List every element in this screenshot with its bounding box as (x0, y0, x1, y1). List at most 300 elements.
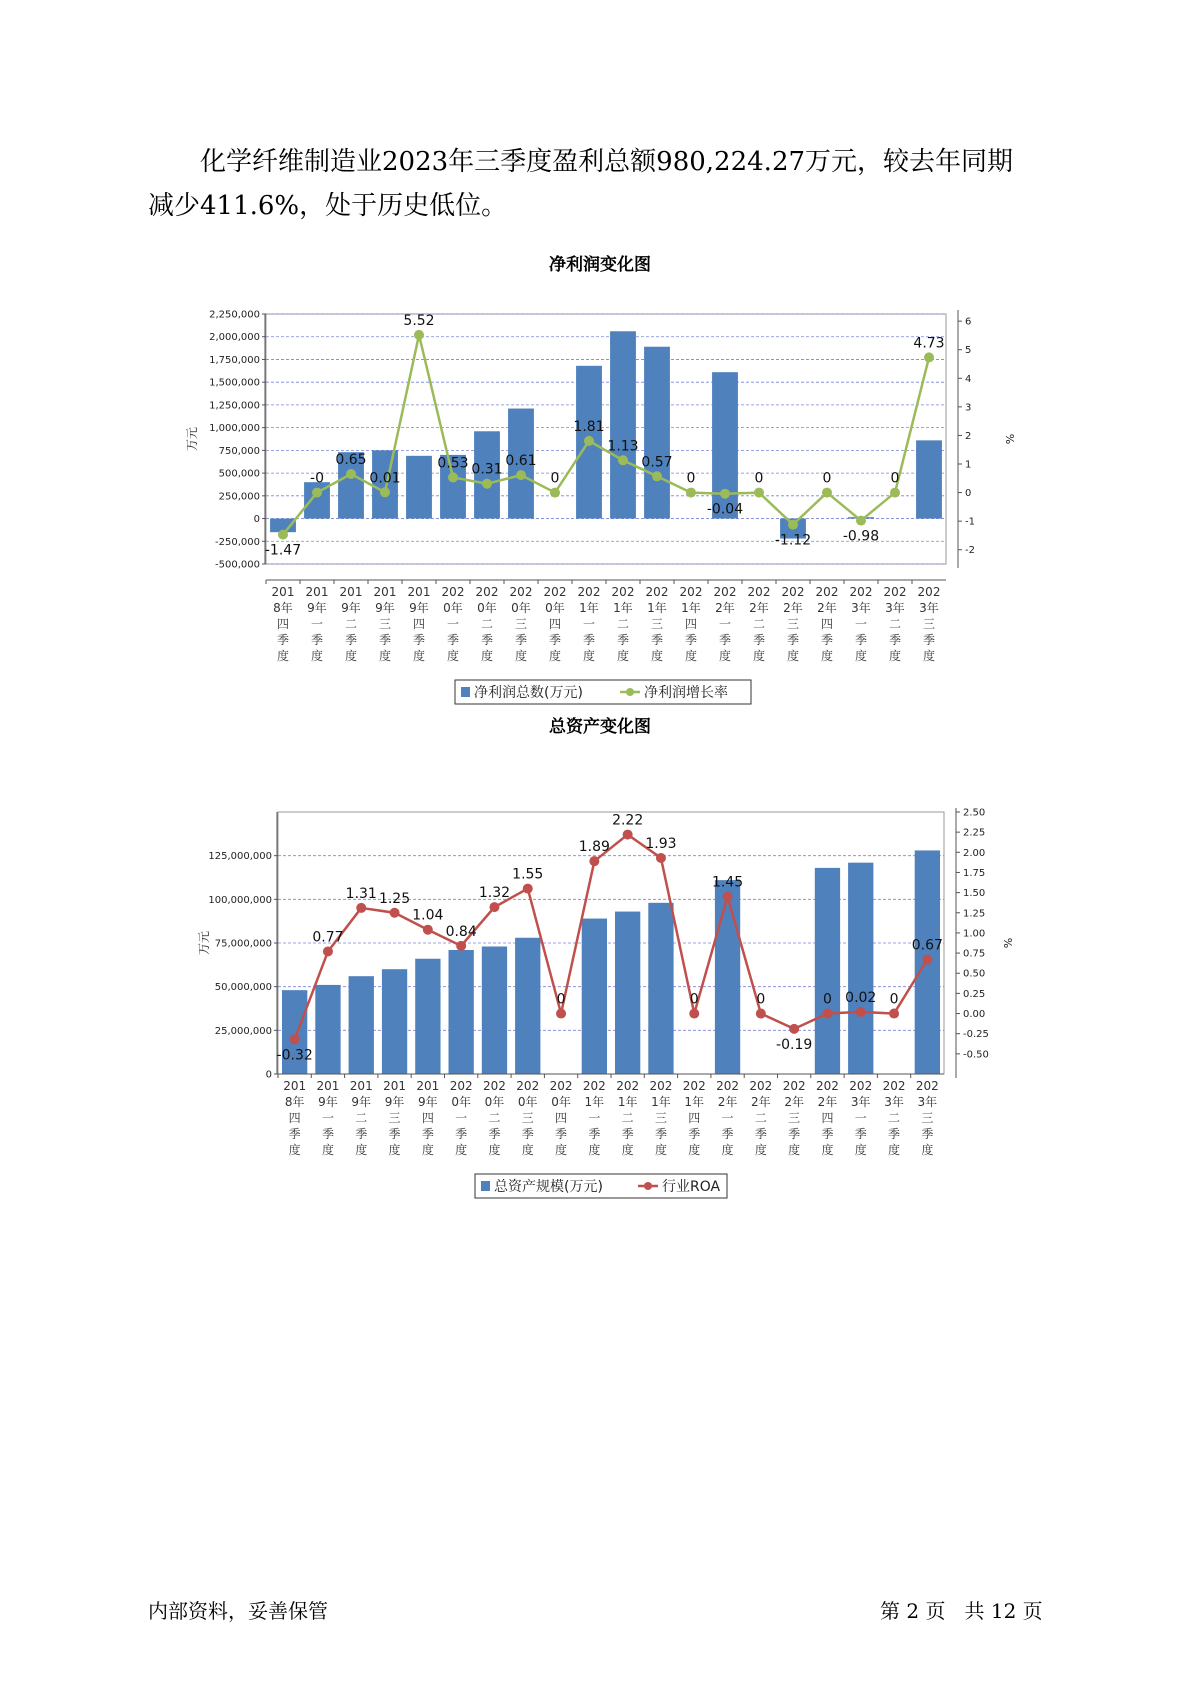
legend-bar-label: 总资产规模(万元) (494, 1179, 603, 1195)
data-label: 0 (550, 470, 560, 487)
x-axis-tick-label: 度 (310, 649, 324, 663)
data-label: 0 (889, 991, 899, 1008)
right-axis-tick-label: 0 (965, 488, 972, 500)
left-axis-title: 万元 (197, 930, 211, 956)
x-axis-tick-label: 季 (310, 633, 324, 647)
paragraph-line-1: 化学纤维制造业2023年三季度盈利总额980,224.27万元，较去年同期 (200, 147, 1014, 177)
x-axis-tick-label: 度 (888, 649, 902, 663)
bar (916, 440, 942, 518)
x-axis-tick-label: 202 (713, 585, 737, 599)
x-axis-tick-label: 2年 (751, 1095, 771, 1109)
x-axis-tick-label: 9年 (375, 601, 395, 615)
x-axis-tick-label: 季 (752, 633, 766, 647)
data-label: 1.31 (345, 885, 377, 902)
x-axis-tick-label: 202 (815, 1079, 839, 1093)
line-point (789, 1024, 799, 1034)
x-axis-tick-label: 度 (621, 1143, 634, 1157)
x-axis-tick-label: 季 (480, 633, 494, 647)
data-label: 0 (822, 991, 832, 1008)
bar (448, 950, 473, 1074)
x-axis-tick-label: 度 (820, 649, 834, 663)
data-label: 5.52 (403, 312, 435, 329)
left-axis-tick-label: 500,000 (218, 468, 260, 480)
plot-area (266, 314, 946, 564)
x-axis-tick-label: 202 (781, 585, 805, 599)
x-axis-tick-label: 202 (682, 1079, 706, 1093)
x-axis-tick-label: 度 (788, 1143, 801, 1157)
x-axis-tick-label: 9年 (384, 1095, 405, 1109)
x-axis-tick-label: 一 (854, 617, 868, 631)
summary-paragraph (148, 140, 1048, 228)
right-axis-title: % (1001, 937, 1014, 949)
x-axis-tick-label: 度 (514, 649, 528, 663)
bar (406, 456, 432, 519)
x-axis-tick-label: 二 (480, 617, 494, 631)
x-axis-tick-label: 度 (446, 649, 460, 663)
left-axis-tick-label: 0 (253, 514, 260, 526)
x-axis-tick-label: 季 (421, 1127, 434, 1141)
data-label: 0 (822, 470, 832, 487)
x-axis-tick-label: 四 (688, 1111, 701, 1125)
bar (415, 959, 440, 1074)
data-label: 0.67 (911, 937, 943, 954)
data-label: 2.22 (612, 812, 644, 829)
data-label: 0.61 (505, 453, 537, 470)
data-label: 4.73 (913, 335, 945, 352)
line-point (686, 488, 696, 498)
x-axis-tick-label: 季 (721, 1127, 734, 1141)
right-axis-tick-label: 1 (965, 459, 972, 471)
x-axis-tick-label: 一 (446, 617, 460, 631)
data-label: 0 (754, 470, 764, 487)
x-axis-tick-label: 四 (412, 617, 426, 631)
x-axis-tick-label: 季 (786, 633, 800, 647)
x-axis-tick-label: 季 (521, 1127, 534, 1141)
x-axis-tick-label: 202 (883, 585, 907, 599)
x-axis-tick-label: 度 (754, 1143, 767, 1157)
x-axis-tick-label: 202 (917, 585, 941, 599)
x-axis-tick-label: 度 (521, 1143, 534, 1157)
x-axis-tick-label: 3年 (850, 1095, 871, 1109)
x-axis-tick-label: 3年 (884, 1095, 904, 1109)
line-point (720, 489, 730, 499)
x-axis-tick-label: 2年 (783, 601, 803, 615)
x-axis-tick-label: 度 (752, 649, 766, 663)
x-axis-tick-label: 0年 (551, 1095, 571, 1109)
x-axis-tick-label: 二 (355, 1111, 368, 1125)
bar (315, 985, 340, 1074)
paragraph-line-2: 减少411.6%，处于历史低位。 (148, 191, 508, 221)
x-axis-tick-label: 度 (888, 1143, 901, 1157)
data-label: 1.04 (412, 907, 444, 924)
x-axis-tick-label: 二 (754, 1111, 767, 1125)
x-axis-tick-label: 度 (555, 1143, 568, 1157)
legend-line-marker (644, 1182, 652, 1190)
x-axis-tick-label: 202 (815, 585, 839, 599)
legend-line-label: 净利润增长率 (644, 685, 728, 701)
x-axis-tick-label: 201 (305, 585, 329, 599)
x-axis-tick-label: 202 (611, 585, 635, 599)
right-axis-tick-label: -2 (965, 545, 975, 557)
x-axis-tick-label: 二 (616, 617, 630, 631)
x-axis-tick-label: 0年 (511, 601, 531, 615)
x-axis-tick-label: 度 (854, 1143, 867, 1157)
footer-page-number: 第 2 页 共 12 页 (880, 1599, 1043, 1623)
x-axis-tick-label: 季 (650, 633, 664, 647)
x-axis-tick-label: 202 (716, 1079, 740, 1093)
data-label: -1.47 (264, 542, 302, 559)
x-axis-tick-label: 202 (616, 1079, 640, 1093)
line-point (652, 471, 662, 481)
x-axis-tick-label: 201 (339, 585, 363, 599)
x-axis-tick-label: 202 (582, 1079, 606, 1093)
x-axis-tick-label: 3年 (885, 601, 905, 615)
line-point (723, 892, 733, 902)
x-axis-tick-label: 2年 (715, 601, 735, 615)
right-axis-tick-label: -0.25 (963, 1029, 989, 1041)
data-label: 0.84 (445, 923, 477, 940)
line-point (922, 955, 932, 965)
right-axis-tick-label: 0.50 (963, 968, 986, 980)
x-axis-tick-label: 202 (679, 585, 703, 599)
x-axis-tick-label: 季 (548, 633, 562, 647)
left-axis-tick-label: 1,000,000 (209, 423, 260, 435)
x-axis-tick-label: 度 (718, 649, 732, 663)
x-axis-tick-label: 1年 (647, 601, 667, 615)
bar (515, 938, 540, 1074)
total-assets-chart (0, 740, 1191, 1195)
right-axis-tick-label: 0.00 (963, 1009, 986, 1021)
x-axis-tick-label: 三 (921, 1111, 934, 1125)
data-label: 1.89 (578, 839, 610, 856)
bar (848, 863, 873, 1074)
x-axis-tick-label: 1年 (684, 1095, 705, 1109)
line-point (890, 488, 900, 498)
right-axis-tick-label: 0.25 (963, 988, 986, 1000)
x-axis-tick-label: 度 (582, 649, 596, 663)
left-axis-tick-label: 750,000 (218, 445, 260, 457)
legend-bar-swatch (481, 1181, 490, 1191)
x-axis-tick-label: 度 (616, 649, 630, 663)
data-label: 1.55 (512, 866, 544, 883)
line-point (618, 455, 628, 465)
left-axis-tick-label: 75,000,000 (214, 938, 272, 950)
x-axis-tick-label: 度 (922, 649, 936, 663)
x-axis-tick-label: 度 (344, 649, 358, 663)
x-axis-tick-label: 0年 (517, 1095, 538, 1109)
x-axis-tick-label: 四 (821, 1111, 834, 1125)
x-axis-tick-label: 三 (654, 1111, 667, 1125)
left-axis-tick-label: 2,000,000 (209, 332, 260, 344)
line-point (323, 946, 333, 956)
x-axis-tick-label: 三 (514, 617, 528, 631)
left-axis-tick-label: 1,750,000 (209, 354, 260, 366)
x-axis-tick-label: 三 (788, 1111, 801, 1125)
x-axis-tick-label: 季 (854, 1127, 867, 1141)
x-axis-tick-label: 二 (621, 1111, 634, 1125)
right-axis-tick-label: 2.50 (963, 807, 986, 819)
x-axis-tick-label: 季 (921, 1127, 934, 1141)
x-axis-tick-label: 9年 (318, 1095, 338, 1109)
x-axis-tick-label: 201 (373, 585, 397, 599)
legend-line-marker (626, 688, 634, 696)
x-axis-tick-label: 四 (555, 1111, 568, 1125)
x-axis-tick-label: 202 (915, 1079, 939, 1093)
x-axis-tick-label: 季 (788, 1127, 801, 1141)
right-axis-tick-label: 1.00 (963, 928, 986, 940)
x-axis-tick-label: 0年 (443, 601, 463, 615)
line-point (523, 884, 533, 894)
x-axis-tick-label: 一 (588, 1111, 601, 1125)
x-axis-tick-label: 三 (388, 1111, 401, 1125)
x-axis-tick-label: 9年 (341, 601, 361, 615)
x-axis-tick-label: 0年 (545, 601, 565, 615)
x-axis-tick-label: 季 (455, 1127, 468, 1141)
x-axis-tick-label: 202 (849, 1079, 873, 1093)
data-label: 0.01 (369, 470, 401, 487)
x-axis-tick-label: 季 (821, 1127, 834, 1141)
right-axis-tick-label: 1.25 (963, 908, 986, 920)
line-point (556, 1009, 566, 1019)
x-axis-tick-label: 1年 (613, 601, 633, 615)
x-axis-tick-label: 季 (684, 633, 698, 647)
x-axis-tick-label: 季 (888, 633, 902, 647)
x-axis-tick-label: 三 (922, 617, 936, 631)
x-axis-tick-label: 度 (355, 1143, 368, 1157)
right-axis-tick-label: 2.00 (963, 847, 986, 859)
line-point (889, 1009, 899, 1019)
x-axis-tick-label: 季 (654, 1127, 667, 1141)
x-axis-tick-label: 季 (688, 1127, 701, 1141)
bar (815, 868, 840, 1074)
x-axis-tick-label: 二 (488, 1111, 501, 1125)
data-label: 0 (756, 991, 766, 1008)
line-point (756, 1009, 766, 1019)
x-axis-tick-label: 202 (849, 585, 873, 599)
chart2-title: 总资产变化图 (549, 717, 651, 737)
x-axis-tick-label: 202 (543, 585, 567, 599)
x-axis-tick-label: 季 (355, 1127, 368, 1141)
x-axis-tick-label: 0年 (477, 601, 497, 615)
bar (715, 880, 740, 1074)
legend-bar-swatch (461, 687, 470, 697)
x-axis-tick-label: 202 (649, 1079, 673, 1093)
data-label: 1.45 (711, 874, 744, 891)
x-axis-tick-label: 二 (752, 617, 766, 631)
legend-bar-label: 净利润总数(万元) (474, 685, 583, 701)
x-axis-tick-label: 度 (684, 649, 698, 663)
x-axis-tick-label: 一 (582, 617, 596, 631)
x-axis-tick-label: 度 (388, 1143, 401, 1157)
x-axis-tick-label: 201 (407, 585, 431, 599)
x-axis-tick-label: 201 (316, 1079, 340, 1093)
x-axis-tick-label: 202 (441, 585, 465, 599)
bar (349, 976, 374, 1074)
x-axis-tick-label: 季 (488, 1127, 501, 1141)
x-axis-tick-label: 季 (588, 1127, 601, 1141)
x-axis-tick-label: 四 (684, 617, 698, 631)
data-label: 0.57 (641, 454, 673, 471)
line-point (482, 479, 492, 489)
line-point (856, 516, 866, 526)
x-axis-tick-label: 季 (321, 1127, 334, 1141)
data-label: 1.13 (607, 438, 639, 455)
x-axis-tick-label: 一 (854, 1111, 867, 1125)
x-axis-tick-label: 202 (645, 585, 669, 599)
line-point (489, 902, 499, 912)
line-point (822, 488, 832, 498)
line-point (380, 487, 390, 497)
x-axis-tick-label: 9年 (307, 601, 327, 615)
right-axis-tick-label: 4 (965, 373, 972, 385)
left-axis-tick-label: 100,000,000 (208, 894, 272, 906)
left-axis-tick-label: 250,000 (218, 491, 260, 503)
x-axis-tick-label: 9年 (409, 601, 429, 615)
x-axis-tick-label: 季 (288, 1127, 301, 1141)
x-axis-tick-label: 201 (271, 585, 295, 599)
line-point (290, 1034, 300, 1044)
x-axis-tick-label: 四 (421, 1111, 434, 1125)
x-axis-tick-label: 季 (388, 1127, 401, 1141)
right-axis-tick-label: 5 (965, 345, 972, 357)
line-point (356, 903, 366, 913)
x-axis-tick-label: 度 (288, 1143, 301, 1157)
x-axis-tick-label: 度 (480, 649, 494, 663)
x-axis-tick-label: 202 (782, 1079, 806, 1093)
x-axis-tick-label: 0年 (451, 1095, 471, 1109)
line-point (589, 856, 599, 866)
x-axis-tick-label: 1年 (579, 601, 599, 615)
x-axis-tick-label: 季 (412, 633, 426, 647)
x-axis-tick-label: 2年 (717, 1095, 738, 1109)
data-label: 0.53 (437, 455, 469, 472)
x-axis-tick-label: 一 (310, 617, 324, 631)
x-axis-tick-label: 201 (283, 1079, 307, 1093)
x-axis-tick-label: 四 (276, 617, 290, 631)
bar (648, 903, 673, 1074)
data-label: 0.02 (845, 989, 877, 1006)
x-axis-tick-label: 202 (549, 1079, 573, 1093)
bar (382, 969, 407, 1074)
data-label: 0.77 (312, 929, 344, 946)
line-point (423, 925, 433, 935)
line-point (584, 436, 594, 446)
x-axis-tick-label: 202 (749, 1079, 773, 1093)
x-axis-tick-label: 202 (449, 1079, 473, 1093)
x-axis-tick-label: 度 (786, 649, 800, 663)
x-axis-tick-label: 8年 (273, 601, 293, 615)
x-axis-tick-label: 季 (922, 633, 936, 647)
data-label: -0.98 (842, 528, 880, 545)
x-axis-tick-label: 二 (344, 617, 358, 631)
x-axis-tick-label: 一 (718, 617, 732, 631)
right-axis-tick-label: 3 (965, 402, 972, 414)
data-label: 0.31 (471, 461, 503, 478)
x-axis-tick-label: 季 (514, 633, 528, 647)
x-axis-tick-label: 3年 (917, 1095, 938, 1109)
x-axis-tick-label: 一 (721, 1111, 734, 1125)
x-axis-tick-label: 季 (446, 633, 460, 647)
x-axis-tick-label: 二 (888, 617, 902, 631)
line-point (278, 530, 288, 540)
x-axis-tick-label: 季 (555, 1127, 568, 1141)
x-axis-tick-label: 9年 (418, 1095, 438, 1109)
x-axis-tick-label: 季 (276, 633, 290, 647)
left-axis-title: 万元 (185, 426, 199, 452)
x-axis-tick-label: 季 (621, 1127, 634, 1141)
x-axis-tick-label: 季 (582, 633, 596, 647)
x-axis-tick-label: 度 (921, 1143, 934, 1157)
line-point (788, 520, 798, 530)
bar (482, 946, 507, 1074)
left-axis-tick-label: -500,000 (215, 559, 260, 571)
bar (610, 331, 636, 518)
x-axis-tick-label: 季 (888, 1127, 901, 1141)
x-axis-tick-label: 三 (786, 617, 800, 631)
x-axis-tick-label: 季 (378, 633, 392, 647)
data-label: 1.32 (478, 885, 511, 902)
chart1-title: 净利润变化图 (549, 255, 651, 275)
x-axis-tick-label: 度 (654, 1143, 667, 1157)
x-axis-tick-label: 度 (276, 649, 290, 663)
bar (582, 919, 607, 1074)
right-axis-tick-label: 1.50 (963, 888, 986, 900)
x-axis-tick-label: 201 (416, 1079, 440, 1093)
x-axis-tick-label: 2年 (817, 601, 837, 615)
data-label: -0 (310, 470, 324, 487)
x-axis-tick-label: 季 (718, 633, 732, 647)
line-point (924, 352, 934, 362)
x-axis-tick-label: 度 (688, 1143, 701, 1157)
x-axis-tick-label: 度 (854, 649, 868, 663)
x-axis-tick-label: 度 (455, 1143, 468, 1157)
data-label: 0 (686, 470, 696, 487)
data-label: 1.93 (645, 835, 677, 852)
x-axis-tick-label: 2年 (784, 1095, 804, 1109)
x-axis-tick-label: 一 (321, 1111, 334, 1125)
legend-line-label: 行业ROA (662, 1179, 721, 1195)
x-axis-tick-label: 季 (820, 633, 834, 647)
x-axis-tick-label: 度 (588, 1143, 601, 1157)
x-axis-tick-label: 2年 (749, 601, 769, 615)
line-point (856, 1007, 866, 1017)
x-axis-tick-label: 度 (548, 649, 562, 663)
x-axis-tick-label: 8年 (284, 1095, 305, 1109)
left-axis-tick-label: 25,000,000 (214, 1025, 272, 1037)
x-axis-tick-label: 三 (650, 617, 664, 631)
x-axis-tick-label: 度 (378, 649, 392, 663)
right-axis-tick-label: 1.75 (963, 867, 986, 879)
right-axis-tick-label: -1 (965, 516, 975, 528)
left-axis-tick-label: -250,000 (215, 536, 260, 548)
line-point (346, 469, 356, 479)
x-axis-tick-label: 季 (854, 633, 868, 647)
x-axis-tick-label: 3年 (851, 601, 871, 615)
data-label: 0 (556, 991, 566, 1008)
x-axis-tick-label: 202 (577, 585, 601, 599)
right-axis-tick-label: 0.75 (963, 948, 986, 960)
data-label: -0.19 (776, 1036, 813, 1053)
x-axis-tick-label: 度 (412, 649, 426, 663)
line-point (516, 470, 526, 480)
right-axis-tick-label: 2 (965, 430, 972, 442)
right-axis-tick-label: 6 (965, 316, 972, 328)
x-axis-tick-label: 1年 (617, 1095, 638, 1109)
x-axis-tick-label: 度 (650, 649, 664, 663)
x-axis-tick-label: 201 (349, 1079, 373, 1093)
x-axis-tick-label: 1年 (681, 601, 701, 615)
line-point (822, 1009, 832, 1019)
